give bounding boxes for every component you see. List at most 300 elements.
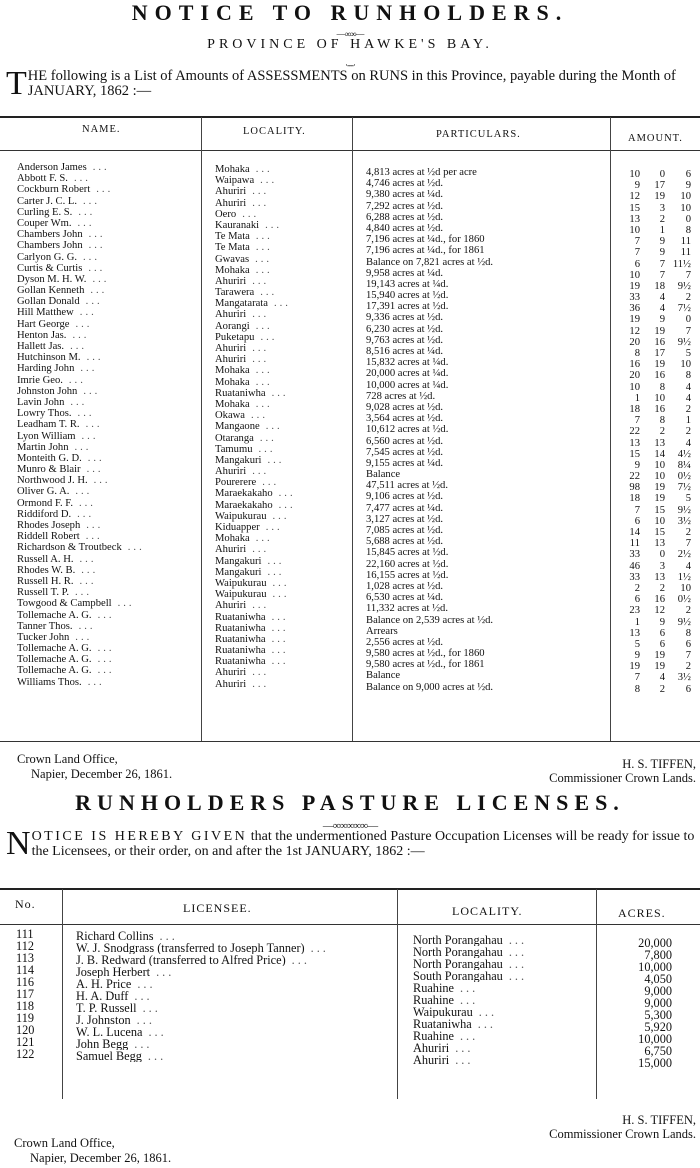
amount-pounds: 13 — [629, 627, 640, 639]
row-number — [16, 1048, 60, 1060]
amount-pence: 7 — [685, 538, 691, 550]
row-amount — [618, 493, 696, 504]
row-name-text: Oliver G. A. — [17, 486, 70, 498]
amount-pounds: 22 — [629, 426, 640, 438]
amount-pence: 2 — [685, 661, 691, 673]
row-amount — [618, 247, 696, 258]
row-locality — [413, 934, 593, 946]
leader-dots: ... — [252, 309, 270, 321]
row-particulars-text: Balance on 7,821 acres at ½d. — [366, 256, 494, 268]
amount-pence: 1 — [685, 415, 691, 427]
row-locality-text: Kiduapper — [215, 522, 260, 533]
row-number — [16, 1012, 60, 1024]
row-name — [17, 475, 199, 486]
leader-dots: ... — [260, 175, 278, 187]
row-name — [17, 542, 199, 553]
leader-dots: ... — [508, 970, 528, 982]
row-name — [17, 263, 199, 274]
leader-dots: ... — [85, 531, 103, 543]
row-number — [16, 1024, 60, 1036]
amount-shillings: 2 — [659, 213, 665, 225]
leader-dots: ... — [88, 240, 106, 252]
row-particulars — [366, 637, 606, 648]
amount-pounds: 1 — [634, 616, 640, 628]
row-name-text: Martin John — [17, 441, 69, 453]
amount-shillings: 4 — [659, 303, 665, 315]
row-amount — [618, 370, 696, 381]
row-locality — [215, 578, 350, 589]
row-name — [17, 330, 199, 341]
row-amount — [618, 594, 696, 605]
row-amount — [618, 527, 696, 538]
row-particulars — [366, 257, 606, 268]
row-acres-text: 7,800 — [644, 949, 672, 961]
row-licensee — [76, 990, 394, 1002]
leader-dots: ... — [478, 1006, 498, 1018]
leader-dots: ... — [83, 385, 101, 397]
row-licensee-text: John Begg — [76, 1038, 129, 1050]
leader-dots: ... — [255, 376, 273, 388]
row-amount — [618, 684, 696, 695]
row-locality-text: Waipukurau — [215, 510, 267, 522]
amount-pence: 2 — [685, 426, 691, 438]
row-amount — [618, 180, 696, 191]
row-licensee-text: Samuel Begg — [76, 1050, 142, 1062]
row-name — [17, 621, 199, 632]
signature-name: H. S. TIFFEN, — [622, 757, 696, 771]
row-particulars — [366, 167, 606, 178]
row-particulars — [366, 368, 606, 379]
row-name-text: Hutchinson M. — [17, 352, 81, 364]
row-amount — [618, 303, 696, 314]
row-name — [17, 274, 199, 285]
row-number — [16, 952, 60, 964]
row-locality — [215, 343, 350, 354]
amount-pounds: 33 — [629, 571, 640, 583]
row-acres — [600, 949, 672, 961]
row-locality — [215, 556, 350, 567]
amount-pounds: 9 — [634, 459, 640, 471]
table-bottom-rule — [0, 741, 700, 742]
amount-shillings: 10 — [654, 459, 665, 471]
row-amount — [618, 471, 696, 482]
row-amount — [618, 672, 696, 683]
row-particulars — [366, 670, 606, 681]
row-particulars-text: 7,196 acres at ¼d., for 1861 — [366, 245, 485, 257]
row-number-text: 120 — [16, 1024, 35, 1036]
row-locality-text: Mohaka — [215, 365, 250, 377]
leader-dots: ... — [273, 298, 291, 310]
row-particulars-text: 4,746 acres at ½d. — [366, 178, 444, 190]
row-particulars-text: 6,530 acres at ¼d. — [366, 592, 444, 604]
row-particulars — [366, 212, 606, 223]
amount-pounds: 33 — [629, 292, 640, 304]
amount-shillings: 9 — [659, 236, 665, 248]
leader-dots: ... — [85, 296, 103, 308]
row-name — [17, 408, 199, 419]
row-particulars — [366, 581, 606, 592]
row-locality — [215, 500, 350, 511]
row-acres-text: 5,920 — [644, 1021, 672, 1033]
row-particulars — [366, 413, 606, 424]
row-particulars — [366, 447, 606, 458]
acres-column — [600, 937, 672, 1069]
row-name — [17, 207, 199, 218]
row-licensee-text: J. Johnston — [76, 1014, 131, 1026]
amount-pounds: 12 — [629, 325, 640, 337]
row-locality — [215, 600, 350, 611]
row-particulars-text: 1,028 acres at ½d. — [366, 580, 444, 592]
leader-dots: ... — [255, 253, 273, 265]
amount-pounds: 12 — [629, 191, 640, 203]
row-particulars-text: 15,832 acres at ¼d. — [366, 357, 449, 369]
row-name-text: Riddiford D. — [17, 508, 72, 520]
office-date: Napier, December 26, 1861. — [31, 767, 173, 781]
row-name-text: Lyon William — [17, 430, 76, 442]
leader-dots: ... — [278, 488, 296, 500]
row-particulars-text: Balance — [366, 670, 401, 682]
amount-pounds: 20 — [629, 370, 640, 382]
leader-dots: ... — [255, 264, 273, 276]
amount-pence: 11½ — [672, 258, 691, 270]
amount-pence: 10 — [680, 359, 691, 371]
amount-pence: 0 — [685, 213, 691, 225]
amount-shillings: 19 — [654, 493, 665, 505]
row-name-text: Tollemache A. G. — [17, 609, 92, 621]
leader-dots: ... — [271, 656, 289, 668]
leader-dots: ... — [508, 958, 528, 970]
amount-pence: 1½ — [677, 571, 691, 583]
amount-pence: 7 — [685, 650, 691, 662]
row-name — [17, 397, 199, 408]
row-locality — [215, 231, 350, 242]
row-locality-text: Waipukurau — [215, 577, 267, 589]
row-particulars — [366, 659, 606, 670]
row-locality-text: Maraekakaho — [215, 488, 273, 500]
row-number-text: 116 — [16, 976, 34, 988]
column-divider — [610, 117, 611, 741]
row-particulars-text: 9,958 acres at ¼d. — [366, 267, 444, 279]
row-name — [17, 252, 199, 263]
row-name — [17, 554, 199, 565]
row-name-text: Chambers John — [17, 229, 83, 241]
column-divider — [397, 889, 398, 1099]
amount-pence: 6 — [685, 638, 691, 650]
row-locality — [215, 477, 350, 488]
row-licensee-text: W. J. Snodgrass (transferred to Joseph Tanner) — [76, 942, 305, 954]
amount-pounds: 11 — [629, 538, 640, 550]
amount-pounds: 7 — [634, 236, 640, 248]
row-name-text: Russell H. R. — [17, 575, 74, 587]
row-particulars-text: 8,516 acres at ¼d. — [366, 346, 444, 357]
amount-shillings: 12 — [654, 605, 665, 617]
row-particulars — [366, 335, 606, 346]
row-locality-text: South Porangahau — [413, 970, 503, 982]
row-name — [17, 665, 199, 676]
row-name-text: Towgood & Campbell — [17, 598, 112, 610]
row-locality — [215, 567, 350, 578]
row-particulars — [366, 245, 606, 256]
row-number — [16, 964, 60, 976]
drop-cap: T — [6, 65, 27, 102]
row-locality — [215, 377, 350, 388]
row-name — [17, 375, 199, 386]
row-particulars — [366, 682, 606, 693]
row-number — [16, 976, 60, 988]
name-column — [17, 162, 199, 688]
amount-pence: 4 — [685, 381, 691, 393]
leader-dots: ... — [68, 374, 86, 386]
intro-text: that the undermentioned Pasture Occupation Licenses will be ready for issue to the Licensees, or their order, on and after the 1st JANUARY, 1862 :— — [31, 829, 695, 859]
amount-shillings: 17 — [654, 180, 665, 192]
leader-dots: ... — [278, 499, 296, 511]
row-locality-text: Ruataniwha — [215, 611, 266, 623]
row-locality — [215, 321, 350, 332]
amount-shillings: 14 — [654, 448, 665, 460]
leader-dots: ... — [79, 497, 96, 509]
row-particulars-text: 22,160 acres at ½d. — [366, 558, 449, 570]
row-locality-text: North Porangahau — [413, 934, 503, 946]
amount-pence: 9½ — [677, 616, 691, 628]
row-particulars-text: 9,155 acres at ¼d. — [366, 457, 444, 469]
row-number — [16, 928, 60, 940]
row-particulars-text: 5,688 acres at ½d. — [366, 536, 444, 548]
row-locality-text: Ahuriri — [215, 667, 247, 679]
licenses-intro — [6, 825, 696, 862]
row-number-text: 111 — [16, 928, 34, 940]
row-particulars — [366, 234, 606, 245]
drop-cap: N — [6, 825, 31, 862]
row-locality — [215, 332, 350, 343]
row-particulars-text: 3,127 acres at ½d. — [366, 513, 444, 525]
row-number-text: 114 — [16, 964, 34, 976]
leader-dots: ... — [258, 443, 276, 455]
row-licensee — [76, 930, 394, 942]
row-particulars — [366, 458, 606, 469]
row-locality — [215, 209, 350, 220]
row-locality-text: Ahuriri — [215, 466, 247, 478]
amount-pence: 7½ — [677, 482, 691, 494]
amount-pounds: 20 — [629, 336, 640, 348]
leader-dots: ... — [83, 195, 100, 207]
row-particulars-text: 7,477 acres at ¼d. — [366, 502, 444, 514]
row-particulars-text: 6,230 acres at ½d. — [366, 323, 444, 335]
row-locality — [413, 946, 593, 958]
leader-dots: ... — [97, 609, 115, 621]
row-name-text: Riddell Robert — [17, 531, 80, 543]
row-locality-text: Mohaka — [215, 164, 250, 175]
leader-dots: ... — [75, 318, 93, 330]
amount-shillings: 13 — [654, 538, 665, 550]
row-amount — [618, 538, 696, 549]
row-amount — [618, 572, 696, 583]
row-locality-text: Ruataniwha — [215, 622, 266, 634]
row-locality — [413, 958, 593, 970]
row-name-text: Anderson James — [17, 162, 87, 173]
row-particulars — [366, 536, 606, 547]
row-particulars — [366, 469, 606, 480]
row-amount — [618, 359, 696, 370]
row-name-text: Richardson & Troutbeck — [17, 542, 122, 554]
leader-dots: ... — [455, 1042, 474, 1054]
amount-shillings: 19 — [654, 482, 665, 494]
leader-dots: ... — [459, 994, 479, 1006]
leader-dots: ... — [79, 575, 97, 587]
amount-shillings: 16 — [654, 370, 665, 382]
header-licensee: LICENSEE. — [183, 901, 252, 915]
row-name-text: Curtis & Curtis — [17, 262, 83, 274]
row-name — [17, 296, 199, 307]
row-locality-text: Ruataniwha — [215, 633, 266, 645]
row-name-text: Johnston John — [17, 385, 78, 397]
row-particulars-text: 728 acres at ½d. — [366, 390, 436, 402]
amount-pounds: 15 — [629, 202, 640, 214]
row-locality-text: Mangatarata — [215, 298, 268, 310]
amount-pounds: 18 — [629, 403, 640, 415]
leader-dots: ... — [97, 643, 115, 655]
table-header-rule — [0, 150, 700, 151]
row-locality-text: Ruahine — [413, 982, 454, 994]
row-locality — [215, 309, 350, 320]
row-acres — [600, 1033, 672, 1045]
row-particulars — [366, 514, 606, 525]
signature-block — [549, 1113, 696, 1141]
column-divider — [62, 889, 63, 1099]
row-locality — [215, 198, 350, 209]
amount-shillings: 10 — [654, 471, 665, 483]
leader-dots: ... — [96, 184, 114, 196]
row-name — [17, 218, 199, 229]
row-number-text: 122 — [16, 1048, 35, 1060]
row-amount — [618, 438, 696, 449]
row-number — [16, 1036, 60, 1048]
row-locality-text: Puketapu — [215, 331, 255, 343]
row-locality-text: Ahuriri — [215, 309, 247, 321]
row-name — [17, 173, 199, 184]
row-locality-text: North Porangahau — [413, 946, 503, 958]
row-particulars-text: Balance on 9,000 acres at ½d. — [366, 681, 494, 693]
row-name — [17, 285, 199, 296]
row-amount — [618, 639, 696, 650]
leader-dots: ... — [459, 982, 479, 994]
row-particulars-text: Balance — [366, 469, 401, 481]
leader-dots: ... — [77, 217, 95, 229]
row-amount — [618, 382, 696, 393]
row-licensee — [76, 1014, 394, 1026]
row-particulars — [366, 547, 606, 558]
amount-shillings: 16 — [654, 336, 665, 348]
row-licensee — [76, 954, 394, 966]
leader-dots: ... — [252, 600, 270, 612]
row-name-text: Carlyon G. G. — [17, 251, 78, 263]
leader-dots: ... — [88, 229, 106, 241]
row-number-text: 121 — [16, 1036, 35, 1048]
row-amount — [618, 505, 696, 516]
row-amount — [618, 650, 696, 661]
row-particulars-text: 2,556 acres at ½d. — [366, 636, 444, 648]
leader-dots: ... — [508, 934, 528, 946]
particulars-column — [366, 167, 606, 693]
row-name-text: Russell T. P. — [17, 587, 70, 599]
row-particulars-text: 7,292 acres at ½d. — [366, 200, 444, 212]
ornament-divider: —∞∞— — [336, 29, 364, 39]
row-locality — [215, 656, 350, 667]
row-licensee-text: A. H. Price — [76, 978, 132, 990]
leader-dots: ... — [271, 387, 289, 399]
row-name — [17, 240, 199, 251]
amount-pence: 9½ — [677, 504, 691, 516]
row-locality-text: Aorangi — [215, 320, 250, 332]
amount-pence: 2 — [685, 292, 691, 304]
leader-dots: ... — [291, 954, 310, 966]
leader-dots: ... — [79, 307, 97, 319]
leader-dots: ... — [137, 978, 156, 990]
leader-dots: ... — [134, 1038, 153, 1050]
amount-pounds: 13 — [629, 213, 640, 225]
row-acres — [600, 985, 672, 997]
row-licensee — [76, 1038, 394, 1050]
header-amount: AMOUNT. — [628, 133, 683, 144]
row-acres-text: 6,750 — [644, 1045, 672, 1057]
row-name-text: Dyson M. H. W. — [17, 273, 87, 285]
row-particulars — [366, 436, 606, 447]
row-amount — [618, 482, 696, 493]
row-locality-text: Oero — [215, 208, 237, 220]
row-name — [17, 632, 199, 643]
amount-pence: 8 — [685, 370, 691, 382]
leader-dots: ... — [78, 206, 96, 218]
ornament-divider: ·‐‐‐· — [345, 60, 355, 70]
amount-pounds: 2 — [634, 582, 640, 594]
leader-dots: ... — [87, 452, 105, 464]
row-particulars-text: 47,511 acres at ½d. — [366, 480, 448, 492]
amount-pence: 2½ — [677, 549, 691, 561]
licenses-title: RUNHOLDERS PASTURE LICENSES. — [75, 790, 625, 815]
amount-shillings: 4 — [659, 292, 665, 304]
amount-shillings: 1 — [659, 224, 665, 236]
row-amount — [618, 516, 696, 527]
row-name-text: Henton Jas. — [17, 329, 67, 341]
leader-dots: ... — [508, 946, 528, 958]
row-name — [17, 464, 199, 475]
leader-dots: ... — [92, 162, 110, 173]
leader-dots: ... — [255, 398, 273, 410]
amount-pounds: 19 — [629, 661, 640, 673]
row-locality-text: Mohaka — [215, 533, 250, 545]
row-licensee — [76, 1026, 394, 1038]
row-name — [17, 598, 199, 609]
leader-dots: ... — [272, 577, 290, 589]
row-acres-text: 15,000 — [638, 1057, 672, 1069]
row-name — [17, 162, 199, 173]
row-locality-text: Okawa — [215, 410, 246, 422]
row-acres-text: 10,000 — [638, 961, 672, 973]
amount-shillings: 16 — [654, 594, 665, 606]
row-locality-text: Mangakuri — [215, 454, 262, 466]
row-locality-text: Ahuriri — [215, 678, 247, 690]
row-locality-text: Mohaka — [215, 376, 250, 388]
row-particulars-text: 4,813 acres at ½d per acre — [366, 167, 477, 178]
leader-dots: ... — [77, 408, 95, 420]
amount-shillings: 7 — [659, 258, 665, 270]
amount-pounds: 98 — [629, 482, 640, 494]
leader-dots: ... — [251, 410, 268, 422]
leader-dots: ... — [97, 665, 115, 677]
leader-dots: ... — [262, 477, 280, 489]
row-name-text: Chambers John — [17, 240, 83, 252]
amount-pounds: 22 — [629, 471, 640, 483]
leader-dots: ... — [87, 676, 105, 688]
